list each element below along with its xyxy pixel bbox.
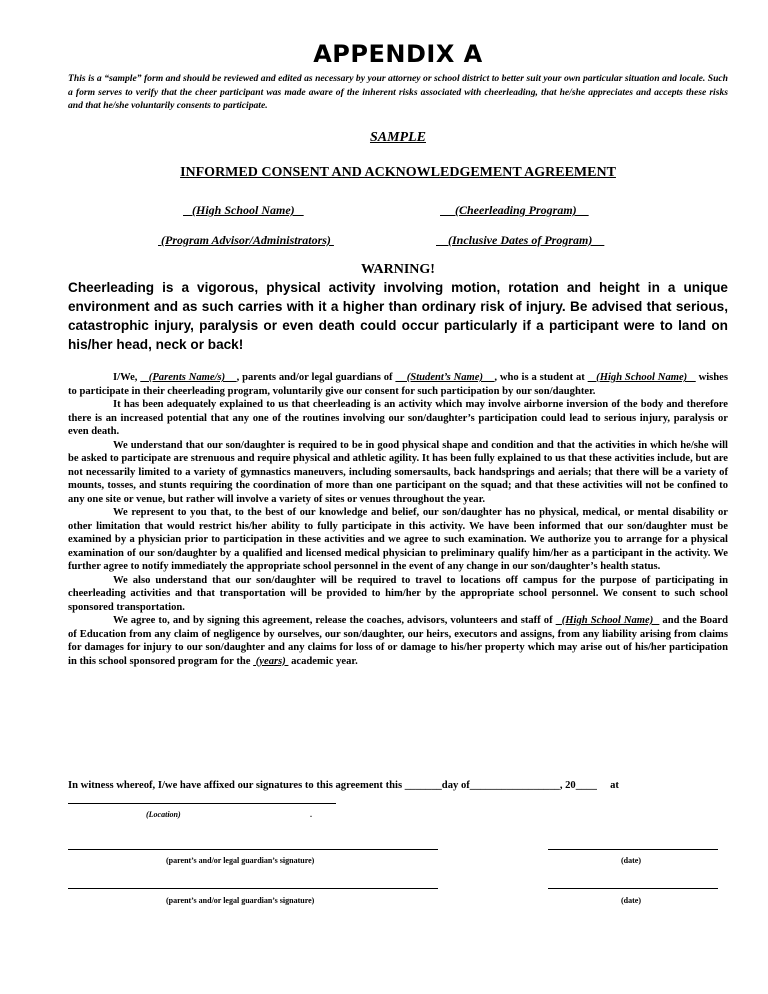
- school-name-field: (High School Name): [587, 372, 696, 383]
- sample-label: SAMPLE: [369, 130, 426, 145]
- consent-paragraph-3: We understand that our son/daughter is required to be in good physical shape and condition and that the activities in which he/she will be asked to participate are strenuous and require physical and athletic agility. It has been fully explained to us that these activities include, but are not necessarily limited to a variety of gymnastics maneuvers, including somersaults, back handsprings and aerials; that there will be a variety of mounts, tosses, and stunts requiring the coordination of more than one participant on the squad; and that these activities will not be confined to any one site or venue, but rather will involve a variety of sites or venues throughout the year.: [68, 439, 728, 505]
- appendix-title: APPENDIX A: [313, 40, 483, 68]
- witness-statement: In witness whereof, I/we have affixed our signatures to this agreement this _______day of_________________, 20____ at: [68, 780, 619, 791]
- agreement-title: INFORMED CONSENT AND ACKNOWLEDGEMENT AGREEMENT: [180, 165, 616, 180]
- location-signature-line: [68, 803, 336, 804]
- consent-body: [68, 371, 728, 668]
- warning-title: WARNING!: [361, 262, 435, 277]
- release-school-name-field: (High School Name): [555, 615, 660, 626]
- p6-text-b: and the Board of Education from any claim of negligence by ourselves, our son/daughter, our heirs, executors and assigns, from any liability arising from claims for damages for injury to our son/daughter and any claims for loss of or damage to his/her property which may arise out of his/her participation in this school sponsored program for the: [68, 615, 728, 667]
- document-page: [68, 0, 728, 994]
- p1-text-b: , parents and/or legal guardians of: [236, 372, 396, 383]
- years-field: (years): [253, 655, 289, 667]
- parent-signature-line-2: [68, 888, 438, 889]
- date-line-1: [548, 849, 718, 850]
- student-name-field: (Student’s Name): [395, 372, 495, 383]
- parent-signature-label-2: (parent’s and/or legal guardian’s signature): [166, 896, 315, 905]
- consent-paragraph-2: It has been adequately explained to us that cheerleading is an activity which may involve airborne inversion of the body and therefore there is an increased potential that any one of the routines involving our son/daughter’s participation could lead to serious injury, paralysis or even death.: [68, 399, 728, 437]
- p6-text-a: We agree to, and by signing this agreement, release the coaches, advisors, volunteers and staff of: [113, 615, 556, 626]
- warning-text: Cheerleading is a vigorous, physical activity involving motion, rotation and height in a unique environment and as such carries with it a higher than ordinary risk of injury. Be advised that serious, catastrophic injury, paralysis or even death could occur particularly if a participant were to land on his/her head, neck or back!: [68, 280, 728, 352]
- date-label-1: (date): [621, 856, 641, 865]
- inclusive-dates-field: (Inclusive Dates of Program): [436, 233, 605, 247]
- intro-paragraph: This is a “sample” form and should be reviewed and edited as necessary by your attorney or school district to better suit your own particular situation and locale. Such a form serves to verify that the cheer participant was made aware of the inherent risks associated with cheerleading, that he/she appreciates and accepts these risks and that he/she voluntarily consents to participate.: [68, 73, 728, 111]
- consent-paragraph-6: [68, 614, 728, 668]
- parents-name-field: (Parents Name/s): [140, 372, 237, 383]
- p6-text-c: academic year.: [288, 655, 358, 667]
- cheerleading-program-field: (Cheerleading Program): [440, 203, 589, 217]
- date-line-2: [548, 888, 718, 889]
- parent-signature-label-1: (parent’s and/or legal guardian’s signature): [166, 856, 315, 865]
- high-school-name-field: (High School Name): [183, 203, 304, 217]
- p1-text-d: wishes to participate in their cheerleading program, voluntarily give our consent for such participation by our son/daughter.: [68, 372, 729, 397]
- consent-paragraph-1: [68, 371, 728, 398]
- consent-paragraph-4: We represent to you that, to the best of our knowledge and belief, our son/daughter has no physical, medical, or mental disability or other limitation that would restrict his/her ability to fully participate in this activity. We have been informed that our son/daughter must be examined by a physician prior to participation in these activities and we agree to such examination. We authorize you to arrange for a physical examination of our son/daughter by a qualified and licensed medical physician to preliminary qualify him/her as a participant in the activity. We further agree to notify immediately the appropriate school personnel in the event of any change in our son/daughter’s health status.: [68, 507, 728, 572]
- location-label: (Location): [146, 810, 181, 819]
- consent-paragraph-5: We also understand that our son/daughter will be required to travel to locations off campus for the purpose of participating in cheerleading activities and that transportation will be provided to him/her by the appropriate school personnel. We consent to such school sponsored transportation.: [68, 574, 728, 613]
- p1-text-a: I/We,: [113, 372, 141, 383]
- location-dot: .: [310, 810, 312, 819]
- date-label-2: (date): [621, 896, 641, 905]
- parent-signature-line-1: [68, 849, 438, 850]
- program-advisor-field: (Program Advisor/Administrators): [158, 233, 334, 247]
- p1-text-c: , who is a student at: [494, 372, 588, 383]
